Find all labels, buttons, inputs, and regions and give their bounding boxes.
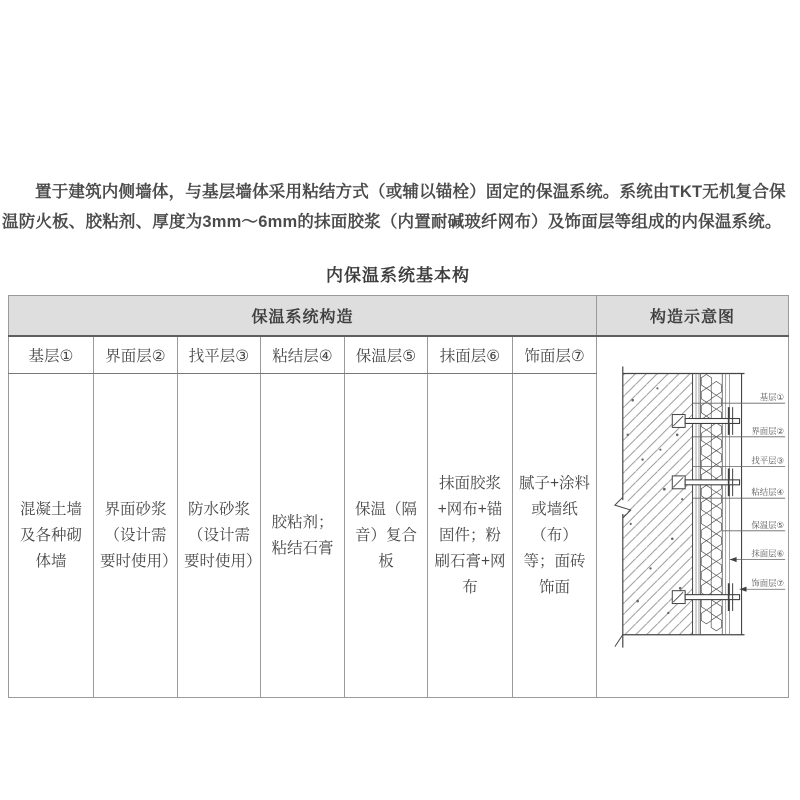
cell-plaster-layer: 抹面胶浆+网布+锚固件；粉刷石膏+网布 — [428, 374, 513, 698]
cell-finish-layer: 腻子+涂料或墙纸（布）等；面砖饰面 — [513, 374, 597, 698]
cell-base-layer: 混凝土墙及各种砌体墙 — [9, 374, 94, 698]
diagram-label-finish: 饰面层⑦ — [751, 578, 785, 589]
diagram-labels — [751, 392, 784, 588]
col-header-plaster-layer: 抹面层⑥ — [428, 336, 513, 374]
col-header-base-layer: 基层① — [9, 336, 94, 374]
header-diagram: 构造示意图 — [597, 296, 789, 337]
cell-interface-layer: 界面砂浆（设计需要时使用） — [94, 374, 178, 698]
header-system-construction: 保温系统构造 — [9, 296, 597, 337]
cell-insulation-layer: 保温（隔音）复合板 — [345, 374, 428, 698]
col-header-leveling-layer: 找平层③ — [178, 336, 261, 374]
diagram-cell — [597, 336, 789, 698]
col-header-insulation-layer: 保温层⑤ — [345, 336, 428, 374]
diagram-label-plaster: 抹面层⑥ — [751, 548, 785, 559]
construction-diagram — [603, 339, 793, 690]
table-title: 内保温系统基本构 — [326, 266, 470, 285]
diagram-label-leveling: 找平层③ — [751, 455, 785, 466]
intro-paragraph: 置于建筑内侧墙体，与基层墙体采用粘结方式（或辅以锚栓）固定的保温系统。系统由TKT无机复合保温防火板、胶粘剂、厚度为3mm～6mm的抹面胶浆（内置耐碱玻纤网布）及饰面层等组成的内保温系统。 — [2, 182, 786, 231]
diagram-label-interface: 界面层② — [751, 425, 785, 436]
cell-bonding-layer: 胶粘剂；粘结石膏 — [261, 374, 345, 698]
col-header-interface-layer: 界面层② — [94, 336, 178, 374]
cell-leveling-layer: 防水砂浆（设计需要时使用） — [178, 374, 261, 698]
diagram-label-insulation: 保温层⑤ — [751, 519, 785, 530]
col-header-bonding-layer: 粘结层④ — [261, 336, 345, 374]
col-header-finish-layer: 饰面层⑦ — [513, 336, 597, 374]
insulation-system-table — [8, 295, 789, 698]
diagram-label-base: 基层① — [759, 392, 785, 403]
diagram-label-bonding: 粘结层④ — [751, 487, 785, 498]
